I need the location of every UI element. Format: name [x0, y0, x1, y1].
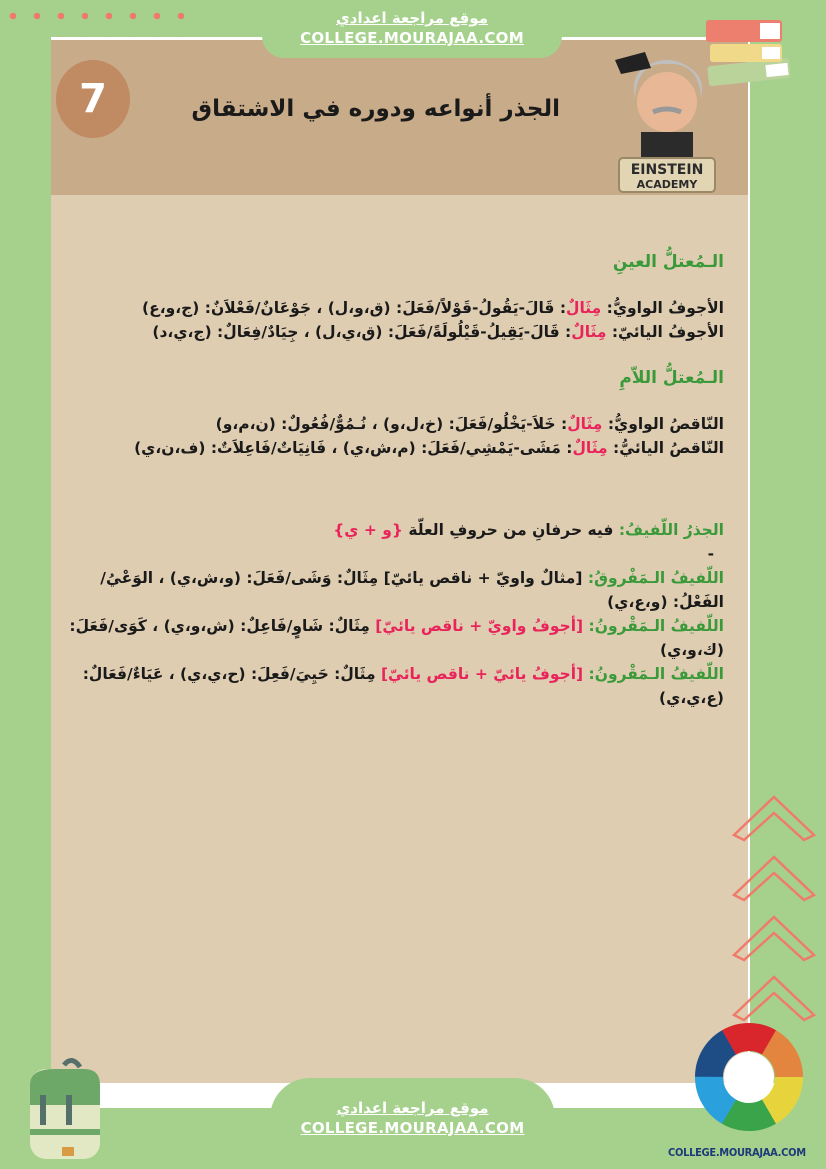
footer-site-name-arabic[interactable]: موقع مراجعة اعدادي	[336, 1099, 489, 1117]
site-url[interactable]: COLLEGE.MOURAJAA.COM	[300, 29, 524, 47]
svg-text:EINSTEIN: EINSTEIN	[630, 162, 704, 178]
svg-text:ACADEMY: ACADEMY	[636, 178, 698, 191]
lafif-item-maqroun-ya: اللّفيفُ الـمَقْرونُ: [أجوفُ يائيّ + ناقص يائيّ] مِثَالٌ: حَيِيَ/فَعِلَ: (ح،ي،ي) ، عَيَاءٌ/فَعَالٌ: (ع،ي،ي)	[82, 665, 724, 707]
lafif-item-maqroun-waw: اللّفيفُ الـمَقْرونُ: [أجوفُ واويّ + ناقص يائيّ] مِثَالٌ: شَاوٍ/فَاعِلٌ: (ش،و،ي) ، كَوَى/فَعَلَ: (ك،و،ي)	[69, 617, 724, 659]
bottom-site-tab[interactable]	[270, 1078, 555, 1169]
section-lam-body	[60, 412, 724, 460]
page-title: الجذر أنواعه ودوره في الاشتقاق	[191, 96, 560, 122]
footer-site-badge: COLLEGE.MOURAJAA.COM	[668, 1146, 806, 1159]
section-lafif	[60, 518, 724, 710]
ayn-line-waw: الأجوفُ الواويُّ: مِثَالٌ: قَالَ-يَقُولُ-قَوْلاً/فَعَلَ: (ق،و،ل) ، جَوْعَانٌ/فَعْلاَنٌ: (ج،و،ع)	[142, 299, 724, 317]
ayn-line-ya: الأجوفُ اليائيّ: مِثَالٌ: قَالَ-يَقِيلُ-قَيْلُولَةً/فَعَلَ: (ق،ي،ل) ، جِيَادٌ/فِعَالٌ: (ج،ي،د)	[152, 323, 724, 341]
section-ayn-body	[60, 296, 724, 344]
education-wheel-logo	[694, 1022, 804, 1132]
section-heading-lam: الـمُعتلُّ اللاّمِ	[619, 368, 724, 388]
site-name-arabic[interactable]: موقع مراجعة اعدادي	[336, 9, 488, 27]
lesson-content	[60, 250, 724, 710]
lafif-definition: الجذرُ اللّفيفُ: فيه حرفانِ من حروفِ العلّة {و + ي}	[333, 521, 724, 539]
left-green-border	[2, 37, 51, 1071]
lesson-number-badge: 7	[56, 60, 130, 138]
backpack-icon	[14, 1055, 114, 1165]
lafif-item-mafrouq: اللّفيفُ الـمَفْروقُ: [مثالٌ واويّ + ناقص يائيّ] مِثَالٌ: وَشَى/فَعَلَ: (و،ش،ي) ، الوَعْيُ/الفَعْلُ: (و،ع،ي)	[100, 569, 724, 611]
top-site-tab[interactable]	[262, 0, 562, 58]
lam-line-ya: النّاقصُ اليائيُّ: مِثَالٌ: مَشَى-يَمْشِي/فَعَلَ: (م،ش،ي) ، فَانِيَاتٌ/فَاعِلاَتٌ: (ف،ن،ي)	[134, 439, 724, 457]
einstein-academy-logo	[605, 40, 730, 195]
lam-line-waw: النّاقصُ الواويُّ: مِثَالٌ: خَلاَ-يَخْلُو/فَعَلَ: (خ،ل،و) ، نُـمُوٌّ/فُعُولٌ: (ن،م،و)	[215, 415, 724, 433]
section-heading-ayn: الـمُعتلُّ العينِ	[612, 252, 724, 272]
dash-separator: -	[707, 545, 714, 563]
footer-site-url[interactable]: COLLEGE.MOURAJAA.COM	[300, 1119, 525, 1137]
chevron-up-decoration-icon	[732, 795, 822, 1055]
